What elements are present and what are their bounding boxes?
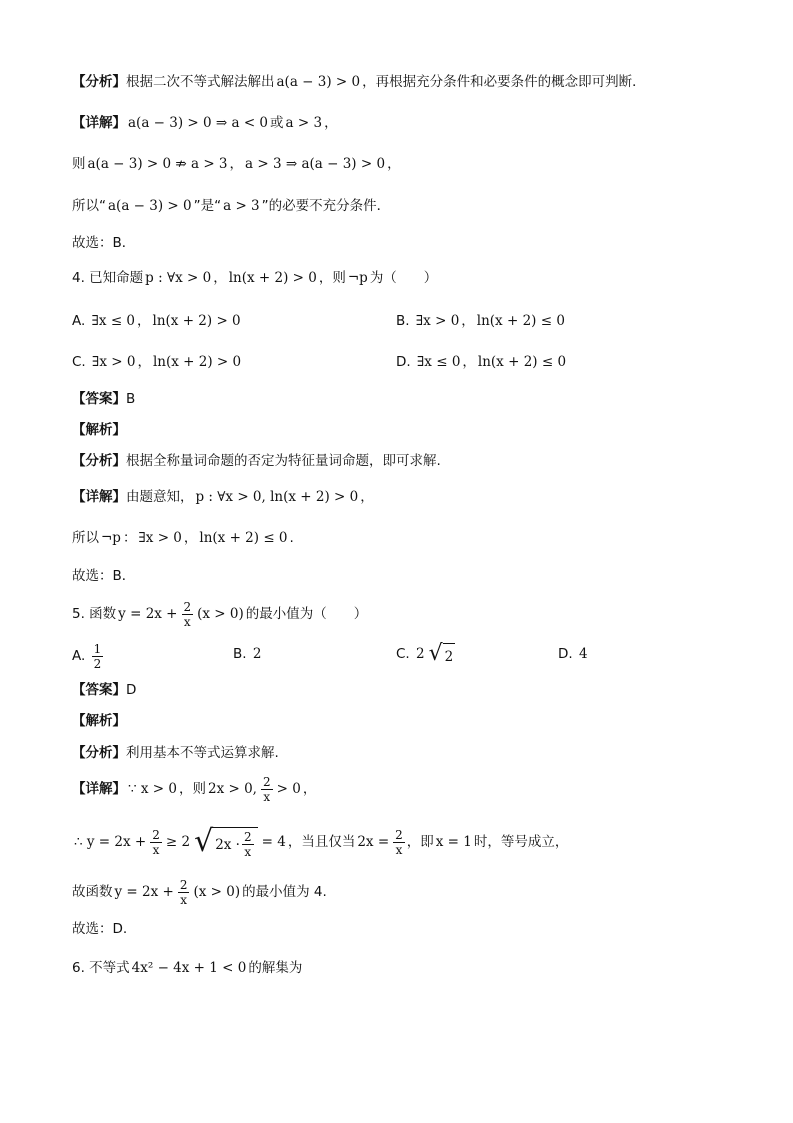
q5-conclusion-line bbox=[72, 874, 733, 910]
math: 2x · bbox=[215, 836, 240, 853]
math: a > 3 bbox=[285, 115, 323, 131]
q4-jiexi-line bbox=[72, 420, 733, 440]
text: 所以“ bbox=[72, 198, 106, 214]
q5-option-a bbox=[72, 640, 105, 672]
math: a(a − 3) > 0 bbox=[108, 198, 192, 214]
denominator: x bbox=[395, 842, 403, 857]
math: ∵ x > 0 bbox=[128, 781, 177, 797]
text: ， bbox=[462, 354, 476, 370]
math: ∃x > 0 bbox=[415, 313, 460, 329]
denominator: x bbox=[180, 892, 188, 907]
text: ， bbox=[229, 156, 244, 172]
math: = 4 bbox=[261, 834, 286, 850]
q5-option-d bbox=[558, 644, 590, 664]
option-value: 2 bbox=[252, 646, 262, 662]
square-root bbox=[194, 823, 258, 861]
fenxi-tag: 【分析】 bbox=[72, 74, 126, 90]
text: ， bbox=[360, 489, 374, 505]
text: ”的必要不充分条件． bbox=[261, 198, 391, 214]
math: 2x > 0, bbox=[207, 781, 257, 797]
option-label: B. bbox=[233, 646, 247, 662]
numerator: 2 bbox=[179, 877, 188, 892]
text: 为（ ） bbox=[369, 270, 438, 286]
q3-suoyi-line bbox=[72, 196, 733, 216]
answer-value: B bbox=[126, 391, 136, 407]
answer-value: D bbox=[126, 682, 137, 698]
text: ， bbox=[137, 313, 151, 329]
text: 由题意知， bbox=[126, 489, 194, 505]
option-label: A. bbox=[72, 313, 86, 329]
xiangjie-tag: 【详解】 bbox=[72, 489, 126, 505]
text: ， bbox=[387, 156, 401, 172]
jiexi-tag: 【解析】 bbox=[72, 713, 126, 729]
math: 4x² − 4x + 1 < 0 bbox=[131, 960, 247, 976]
option-label: C. bbox=[396, 646, 410, 662]
math: 2x = bbox=[357, 834, 390, 850]
option-value: 2 bbox=[416, 646, 425, 662]
text: 则 bbox=[72, 156, 86, 172]
text: 或 bbox=[270, 115, 284, 131]
fenxi-tag: 【分析】 bbox=[72, 745, 126, 761]
q3-guxuan-line bbox=[72, 233, 733, 253]
numerator: 2 bbox=[183, 599, 192, 614]
math: ∴ y = 2x + bbox=[74, 834, 147, 850]
radical-sign: √ bbox=[194, 824, 214, 859]
text: ， bbox=[213, 270, 227, 286]
q4-option-d bbox=[396, 352, 568, 372]
option-label: B. bbox=[396, 313, 410, 329]
math: ln(x + 2) > 0 bbox=[152, 313, 241, 329]
math: ¬p bbox=[101, 530, 121, 546]
q4-option-c bbox=[72, 352, 243, 372]
radical-sign: √ bbox=[428, 641, 443, 666]
math: y = 2x + bbox=[114, 884, 174, 900]
text: 4. 已知命题 bbox=[72, 270, 144, 286]
math: ∃x > 0 bbox=[92, 354, 136, 370]
radicand bbox=[213, 827, 257, 861]
fraction bbox=[178, 878, 190, 907]
fraction bbox=[92, 642, 104, 671]
fenxi-tag: 【分析】 bbox=[72, 453, 126, 469]
square-root bbox=[429, 639, 456, 669]
option-value: 4 bbox=[578, 646, 588, 662]
math: p : ∀x > 0 bbox=[145, 270, 212, 286]
radicand: 2 bbox=[443, 643, 456, 669]
q4-xiangjie-line bbox=[72, 487, 733, 507]
numerator: 1 bbox=[93, 641, 102, 656]
text: 的最小值为（ ） bbox=[245, 606, 368, 622]
fraction bbox=[261, 775, 273, 804]
q5-stem bbox=[72, 597, 733, 631]
denominator: x bbox=[183, 614, 191, 629]
q4-guxuan-line bbox=[72, 566, 733, 586]
numerator: 2 bbox=[152, 827, 160, 842]
answer-tag: 【答案】 bbox=[72, 682, 126, 698]
denominator: x bbox=[244, 845, 252, 859]
text: 故选：D. bbox=[72, 921, 128, 937]
text: ： bbox=[122, 530, 137, 546]
math: y = 2x + bbox=[118, 606, 178, 622]
text: ，当且仅当 bbox=[287, 834, 356, 850]
text: ，则 bbox=[178, 781, 206, 797]
text: 故函数 bbox=[72, 884, 113, 900]
text: ，即 bbox=[406, 834, 434, 850]
q4-option-b bbox=[396, 311, 567, 331]
text: ， bbox=[183, 530, 198, 546]
math: ln(x + 2) ≤ 0 bbox=[199, 530, 288, 546]
math: ∃x ≤ 0 bbox=[91, 313, 136, 329]
fraction bbox=[182, 600, 194, 629]
text: 故选：B． bbox=[72, 235, 136, 251]
text: 故选：B． bbox=[72, 568, 136, 584]
fraction bbox=[150, 828, 162, 857]
text: 时，等号成立， bbox=[473, 834, 569, 850]
option-label: D. bbox=[396, 354, 411, 370]
option-label: D. bbox=[558, 646, 573, 662]
option-label: C. bbox=[72, 354, 86, 370]
text: 5. 函数 bbox=[72, 606, 117, 622]
text: . bbox=[289, 530, 294, 546]
denominator: x bbox=[263, 789, 271, 804]
q4-fenxi-line bbox=[72, 451, 733, 471]
math: a(a − 3) > 0 bbox=[276, 74, 361, 90]
q5-answer-line bbox=[72, 680, 733, 700]
math: (x > 0) bbox=[193, 884, 241, 900]
q5-fenxi-line bbox=[72, 743, 733, 763]
text: ， bbox=[324, 115, 338, 131]
math: a > 3 ⇒ a(a − 3) > 0 bbox=[245, 156, 386, 172]
xiangjie-tag: 【详解】 bbox=[72, 115, 126, 131]
q4-option-a bbox=[72, 311, 243, 331]
q5-xiangjie-line bbox=[72, 772, 733, 806]
math: ∃x > 0 bbox=[138, 530, 182, 546]
numerator: 2 bbox=[243, 830, 252, 844]
math: ln(x + 2) > 0 bbox=[152, 354, 242, 370]
jiexi-tag: 【解析】 bbox=[72, 422, 126, 438]
q4-answer-line bbox=[72, 389, 733, 409]
math: x = 1 bbox=[435, 834, 472, 850]
text: 利用基本不等式运算求解. bbox=[126, 745, 279, 761]
fraction bbox=[242, 830, 254, 859]
text: ， bbox=[302, 781, 317, 797]
denominator: 2 bbox=[93, 656, 102, 671]
numerator: 2 bbox=[262, 774, 271, 789]
q6-stem bbox=[72, 958, 733, 978]
math: a(a − 3) > 0 ⇏ a > 3 bbox=[87, 156, 228, 172]
answer-tag: 【答案】 bbox=[72, 391, 126, 407]
math: ln(x + 2) ≤ 0 bbox=[477, 354, 567, 370]
numerator: 2 bbox=[395, 827, 403, 842]
text: 的解集为 bbox=[248, 960, 303, 976]
text: 6. 不等式 bbox=[72, 960, 130, 976]
q4-suoyi-line bbox=[72, 528, 733, 548]
q3-xiangjie-line bbox=[72, 113, 733, 133]
q5-guxuan-line bbox=[72, 919, 733, 939]
q5-option-b bbox=[233, 644, 263, 664]
math: (x > 0) bbox=[197, 606, 244, 622]
text: 根据二次不等式解法解出 bbox=[126, 74, 275, 90]
fraction bbox=[393, 828, 405, 857]
math: a > 3 bbox=[223, 198, 260, 214]
q5-therefore-line bbox=[72, 822, 733, 862]
math: ≥ 2 bbox=[165, 834, 191, 850]
text: 的最小值为 4. bbox=[242, 884, 327, 900]
denominator: x bbox=[152, 842, 160, 857]
math: ¬p bbox=[347, 270, 368, 286]
math: ln(x + 2) > 0 bbox=[228, 270, 317, 286]
q3-fenxi-line bbox=[72, 72, 733, 92]
option-label: A. bbox=[72, 648, 86, 664]
math: a(a − 3) > 0 ⇒ a < 0 bbox=[128, 115, 269, 131]
math: > 0 bbox=[276, 781, 301, 797]
math: p : ∀x > 0, ln(x + 2) > 0 bbox=[195, 489, 359, 505]
q4-stem bbox=[72, 268, 733, 288]
q5-jiexi-line bbox=[72, 711, 733, 731]
text: 根据全称量词命题的否定为特征量词命题，即可求解. bbox=[126, 453, 441, 469]
math: ln(x + 2) ≤ 0 bbox=[476, 313, 565, 329]
text: ， bbox=[137, 354, 151, 370]
q3-ze-line bbox=[72, 154, 733, 174]
text: ，则 bbox=[318, 270, 346, 286]
q5-option-c bbox=[396, 640, 457, 668]
text: 所以 bbox=[72, 530, 99, 546]
text: ， bbox=[461, 313, 475, 329]
text: ，再根据充分条件和必要条件的概念即可判断． bbox=[362, 74, 646, 90]
math: ∃x ≤ 0 bbox=[416, 354, 461, 370]
text: ”是“ bbox=[193, 198, 222, 214]
xiangjie-tag: 【详解】 bbox=[72, 781, 126, 797]
